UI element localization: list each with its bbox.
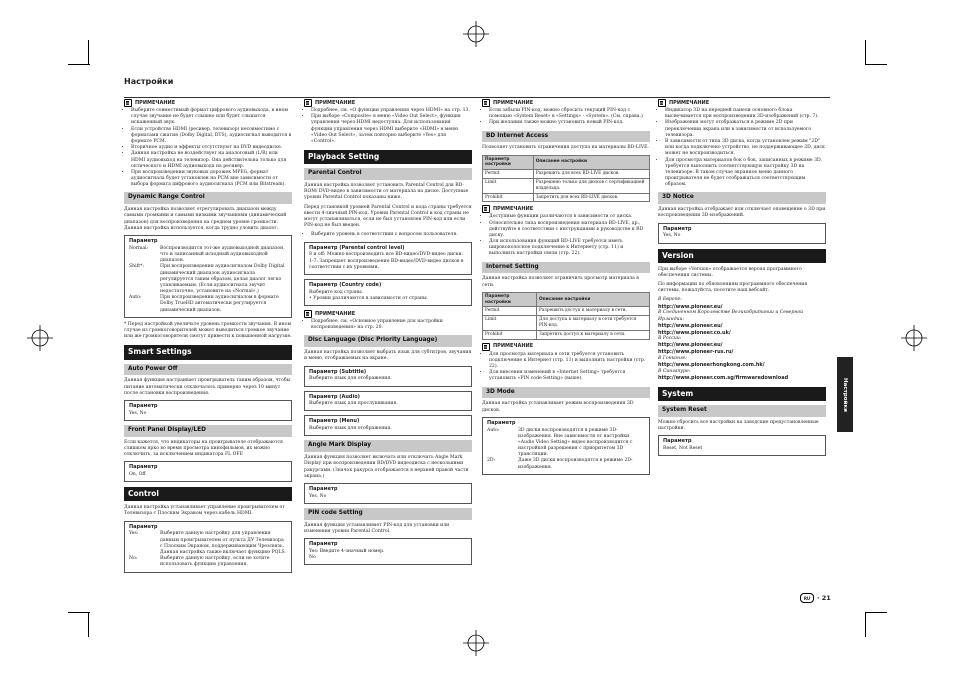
internet-setting-table: Параметр настройки Описание настройки Permit Разрешить доступ к материалу в сети. Limit Для доступа к материалу в сети требуется PIN-код. Prohibit Запретить доступ к материалу в сети. <box>482 292 650 340</box>
bullet-list: • Выберите уровень в соответствии с вопросом пользователя. <box>304 232 472 238</box>
internet-setting-heading: Internet Setting <box>482 262 650 274</box>
parameter-box: Параметр Reset, Not Reset <box>658 435 826 456</box>
table-row: Limit Разрешено только для дисков с сертификацией владельца. <box>483 178 650 193</box>
bd-internet-access-heading: BD Internet Access <box>482 131 650 143</box>
note-heading: ПРИМЕЧАНИЕ <box>304 310 472 318</box>
angle-mark-display-heading: Angle Mark Display <box>304 440 472 452</box>
version-heading: Version <box>658 249 826 263</box>
body-text: Если кажется, что индикаторы на проигрывателе отображаются слишком ярко во время просмотра кинофильмов, их можно отключить, за исключением индикатора FL OFF. <box>124 439 283 457</box>
parameter-box: Параметр Yes, No <box>124 400 292 421</box>
table-row: Permit Разрешить доступ к материалу в сети. <box>483 307 650 316</box>
region-label: В Европе: <box>658 297 682 303</box>
crop-mark <box>865 612 887 613</box>
note-icon <box>304 310 312 318</box>
body-text: Данная функция настраивает проигрыватель таким образом, чтобы питание автоматически отключалось примерно через 10 минут после остановки воспроизведения. <box>124 378 291 396</box>
body-text: Можно сбросить все настройки на заводские предустановленные настройки. <box>658 419 819 431</box>
crop-mark <box>865 40 866 65</box>
body-text: Перед установкой уровней Parental Control и кода страны требуется ввести 4-значный PIN-код. Уровни Parental Control и код страны не могут устанавливаться, если не был установлен PIN-код или если PIN-код не был введен. <box>304 204 472 229</box>
parameter-box: Параметр On, Off <box>124 461 292 482</box>
parameter-box: Параметр Yes: Выберите данную настройку для управления данным проигрывателем от пульта ДУ Телевизора с Плоским Экраном, поддерживающим Чрезсвязь. Данная настройка также включает функцию PQLS. No: Выберите данную настройку, если не хотите использовать функцию управления. <box>124 521 292 573</box>
note-heading: ПРИМЕЧАНИЕ <box>482 99 650 107</box>
body-text: Данная функция устанавливает PIN-код для установки или изменения уровня Parental Control. <box>304 522 450 534</box>
side-tab: Настройки <box>837 357 853 432</box>
note-heading: ПРИМЕЧАНИЕ <box>124 99 292 107</box>
note-heading: ПРИМЕЧАНИЕ <box>304 99 472 107</box>
body-text: Позволяет установить ограничения доступа на материалы BD-LIVE. <box>482 145 649 151</box>
note-list: • Для просмотра материала в сети требуется установить подключение к Интернет (стр. 11) и выполнить настройки (стр. 22). • Для внесения изменений в «Internet Setting» требуется установить «PIN code Setting» (выше). <box>482 352 650 383</box>
body-text: Данная настройка устанавливает управление проигрывателем от Телевизора с Плоским Экраном через кабель HDMI. <box>124 505 285 517</box>
crop-mark <box>865 64 887 65</box>
parameter-box: Параметр (Audio) Выберите язык для прослушивания. <box>304 391 472 412</box>
body-text: При выборе «Version» отображается версия программного обеспечения системы. <box>658 266 802 278</box>
playback-setting-heading: Playback Setting <box>304 150 472 164</box>
registration-mark-icon <box>463 630 489 656</box>
region-label: В России: <box>658 336 682 342</box>
note-list: • Индикатор 3D на передней панели основного блока высвечивается при воспроизведении 3D-изображений (стр. 7). • Изображения могут отображаться в режиме 2D при переключении экрана или в зависимости от используемого телевизора. • В зависимости от типа 3D диска, когда установлен режим "2D" или когда подключено устройство, не поддерживающее 3D, диск может не воспроизводиться. • Для просмотра материалов бок о бок, записанных в режиме 3D, требуется выполнить соответствующую настройку 3D на телевизоре. В таком случае экранное меню данного проигрывателя не будет отображаться соответствующим образом. <box>658 108 826 188</box>
region-label: В Соединенном Королевстве Великобритании и Северной Ирландии: <box>658 310 804 322</box>
column-1 <box>124 97 292 577</box>
website-link[interactable]: http://www.pioneerhongkong.com.hk/ <box>658 362 765 369</box>
system-reset-heading: System Reset <box>658 405 826 417</box>
table-row: Limit Для доступа к материалу в сети требуется PIN-код. <box>483 316 650 331</box>
body-text: По информации по обновлениям программного обеспечения системы, пожалуйста, посетите наш вебсайт. <box>658 282 808 294</box>
page-section-title: Настройки <box>124 77 174 86</box>
crop-mark <box>88 612 89 637</box>
pin-code-setting-heading: PIN code Setting <box>304 508 472 520</box>
parameter-box: Параметр (Country code) Выберите код страны. • Уровни различаются в зависимости от страны. <box>304 279 472 306</box>
website-link[interactable]: http://www.pioneer.eu/ <box>658 342 723 349</box>
note-icon <box>304 99 312 107</box>
table-row: Permit Разрешить для всех BD-LIVE дисков. <box>483 170 650 179</box>
note-list: • Если забыли PIN-код, можно сбросить текущий PIN-код с помощью «System Reset» в «Settings» - «System». (См. справа.) • При желании также можно установить новый PIN-код. <box>482 108 650 127</box>
front-panel-heading: Front Panel Display/LED <box>124 425 292 437</box>
parameter-box: Параметр Normal: Воспроизводится тот-же аудиовыходной диапазон, что и записанный исходный аудиовыходной диапазон. Shift*: При воспроизведении аудиосигналом Dolby Digital динамический диапазон аудиосигнала регулируется таким образом, делая диалог легко улавливаемым. (Если аудиосигнала звучит недостаточно, установите на «Normal».) Auto: При воспроизведении аудиосигналом в формате Dolby TrueHD автоматически регулируется динамический диапазон. <box>124 235 292 318</box>
bd-access-table: Параметр настройки Описание настройки Permit Разрешить для всех BD-LIVE дисков. Limit Разрешено только для дисков с сертификацией владельца. Prohibit Запретить для всех BD-LIVE дисков. <box>482 155 650 203</box>
language-badge: RU <box>800 593 814 603</box>
note-list: • Подробнее, см. «Основное управление для настройки воспроизведения» на стр. 20. <box>304 319 472 331</box>
website-link[interactable]: http://www.pioneer.eu/ <box>658 303 723 310</box>
3d-mode-heading: 3D Mode <box>482 387 650 399</box>
registration-mark-icon <box>901 325 927 351</box>
control-heading: Control <box>124 487 292 501</box>
crop-mark <box>865 612 866 637</box>
column-2 <box>304 97 472 569</box>
body-text: Данная настройка позволяет отрегулировать диапазон между самыми громкими и самыми низкими звучаниями (динамический диапазон) для воспроизведения на среднем уровне громкости. Данная настройка используется, когда трудно уловить диалог. <box>124 207 287 231</box>
system-heading: System <box>658 387 826 401</box>
parameter-box: Параметр (Menu) Выберите язык для отображения. <box>304 415 472 436</box>
crop-mark <box>88 40 89 65</box>
page-number: RU · 21 <box>800 593 831 603</box>
parameter-box: Параметр Yes, No <box>304 483 472 504</box>
note-list: • Доступные функции различаются в зависимости от диска. • Относительно типа воспроизведения материала BD-LIVE, др., действуйте в соответствии с инструкциями в руководстве к BD диску. • Для использования функций BD-LIVE требуется иметь широкополосное подключение к Интернету (стр. 11) и выполнить настройки связи (стр. 22). <box>482 214 650 257</box>
table-row: Prohibit Запретить для всех BD-LIVE дисков. <box>483 193 650 202</box>
website-link[interactable]: http://www.pioneer-rus.ru/ <box>658 349 734 356</box>
crop-mark <box>68 64 90 65</box>
region-label: В Сингапуре: <box>658 368 691 374</box>
note-icon <box>482 205 490 213</box>
region-label: В Гонконге: <box>658 355 687 361</box>
smart-settings-heading: Smart Settings <box>124 345 292 359</box>
crop-mark <box>68 612 90 613</box>
note-heading: ПРИМЕЧАНИЕ <box>658 99 826 107</box>
website-link[interactable]: http://www.pioneer.eu/ <box>658 322 723 329</box>
note-icon <box>658 99 666 107</box>
note-heading: ПРИМЕЧАНИЕ <box>482 205 650 213</box>
dynamic-range-control-heading: Dynamic Range Control <box>124 192 292 204</box>
column-4 <box>658 97 826 460</box>
note-list: • Выберите совместимый формат цифрового аудиовыхода, в ином случае звучание не будет слышно или будет слышатся искаженный звук. • Если устройство HDMI (ресивер, телевизор) несовместимо с форматами сжатия (Dolby Digital, DTS), аудиосигнал выводится в формате PCM. • Вторичное аудио и эффекты отсутствуют на DVD видеодиске. • Данная настройка не воздействует на аналоговый (L/R) или HDMI аудиовыход на телевизор. Она действительна только для оптического и HDMI аудиовыхода на ресивер. • При воспроизведении звуковых дорожек MPEG, формат аудиосигнала будет установлен на PCM вне зависимости от выбора формата цифрового аудиосигнала (PCM или Bitstream). <box>124 108 292 188</box>
note-icon <box>124 99 132 107</box>
body-text: Данная функция позволяет включать или отключать Angle Mark Display при воспроизведении BD/DVD видеодиска с несколькими ракурсами. (Значок ракурса отображается в нерхней правой части экрана.) <box>304 455 469 479</box>
website-link[interactable]: http://www.pioneer.com.sg/firmwaredownload <box>658 375 789 382</box>
disc-language-heading: Disc Language (Disc Priority Language) <box>304 335 472 347</box>
body-text: Данная настройка отображает или отключает оповещение о 3D при воспроизведении 3D-изображений. <box>658 207 826 219</box>
registration-mark-icon <box>27 325 53 351</box>
footnote: * Перед настройкой увеличьте уровень громкости звучания. В ином случае из громкоговорителей может выводиться громкое звучание или же громкоговорители смогут привести к повышенной нагрузке. <box>124 321 292 340</box>
body-text: Данная настройка позволяет ограничить просмотр материала в сети. <box>482 276 639 288</box>
note-heading: ПРИМЕЧАНИЕ <box>482 343 650 351</box>
registration-mark-icon <box>463 21 489 47</box>
parameter-box: Параметр (Subtitle) Выберите язык для отображения. <box>304 366 472 387</box>
parameter-box: Параметр Yes, No <box>658 223 826 244</box>
parental-control-heading: Parental Control <box>304 168 472 180</box>
3d-notice-heading: 3D Notice <box>658 192 826 204</box>
website-link[interactable]: http://www.pioneer.co.uk/ <box>658 329 731 336</box>
parameter-box: Параметр Auto: 3D диски воспроизводятся в режиме 3D-изображения. Вне зависимости от настройки «Audio Video Setting» видео воспроизводится с настройкой разрешения с приоритетом 3D трансляции. 2D: Даже 3D диски воспроизводятся в режиме 2D-изображения. <box>482 417 650 475</box>
body-text: Данная настройка устанавливает режим воспроизведения 3D дисков. <box>482 401 634 413</box>
body-text: Данная настройка позволяет выбрать язык для субтитров, звучания и меню, отображаемых на экране. <box>304 350 472 362</box>
note-icon <box>482 99 490 107</box>
auto-power-off-heading: Auto Power Off <box>124 364 292 376</box>
parameter-box: Параметр (Parental control level) 8 и off: Можно воспроизводить все BD-видео/DVD-видео диски. 1-7: Запрещает воспроизведение BD-видео/DVD-видео дисков в соответствии с их уровнями. <box>304 242 472 275</box>
note-list: • Подробнее, см. «О функции управления через HDMI» на стр. 13. • При выборе «Composite» в меню «Video Out Select», функция управления через HDMI недоступна. Для использования функции управления через HDMI выберите «HDMI» в меню «Video Out Select», затем повторно выберите «Yes» для «Control». <box>304 108 472 145</box>
body-text: Данная настройка позволяет установить Parental Control для BD-ROM/ DVD-видео в зависимости от материала на диске. Доступные уровни Parental Control показаны ниже. <box>304 183 469 201</box>
parameter-box: Параметр Yes: Введите 4-значный номер. No <box>304 538 472 565</box>
table-row: Prohibit Запретить доступ к материалу в сети. <box>483 330 650 339</box>
note-icon <box>482 343 490 351</box>
column-3 <box>482 97 650 479</box>
